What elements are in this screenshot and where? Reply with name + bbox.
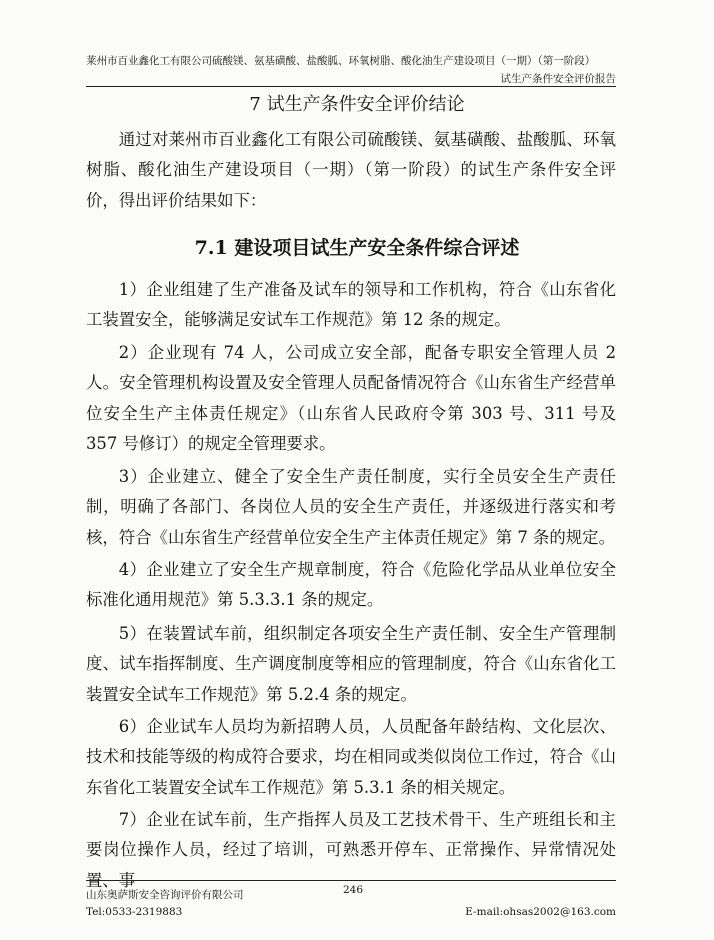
item-4: 4）企业建立了安全生产规章制度，符合《危险化学品从业单位安全标准化通用规范》第 5.3.3.1 条的规定。	[86, 560, 616, 610]
footer-company: 山东奥萨斯安全咨询评价有限公司	[86, 889, 244, 901]
page-number: 246	[343, 884, 364, 896]
header-project-title: 莱州市百业鑫化工有限公司硫酸镁、氨基磺酸、盐酸胍、环氧树脂、酸化油生产建设项目（一期）（第一阶段）	[86, 55, 596, 67]
footer-email: E-mail:ohsas2002@163.com	[465, 906, 616, 918]
chapter-title: 7 试生产条件安全评价结论	[249, 94, 465, 115]
section-title: 7.1 建设项目试生产安全条件综合评述	[194, 237, 520, 259]
item-7: 7）企业在试车前，生产指挥人员及工艺技术骨干、生产班组长和主要岗位操作人员，经过了培训，可熟悉开停车、正常操作、异常情况处置、事	[86, 810, 616, 890]
item-6: 6）企业试车人员均为新招聘人员，人员配备年龄结构、文化层次、技术和技能等级的构成符合要求，均在相同或类似岗位工作过，符合《山东省化工装置安全试车工作规范》第 5.3.1 条的相关规定。	[86, 717, 616, 797]
item-3: 3）企业建立、健全了安全生产责任制度，实行全员安全生产责任制，明确了各部门、各岗位人员的安全生产责任，并逐级进行落实和考核，符合《山东省生产经营单位安全生产主体责任规定》第 7 条的规定。	[86, 467, 616, 547]
footer-rule	[86, 880, 616, 881]
header-report-title: 试生产条件安全评价报告	[500, 73, 616, 85]
item-1: 1）企业组建了生产准备及试车的领导和工作机构，符合《山东省化工装置安全，能够满足安试车工作规范》第 12 条的规定。	[86, 280, 616, 330]
header-rule	[86, 86, 616, 87]
intro-paragraph: 通过对莱州市百业鑫化工有限公司硫酸镁、氨基磺酸、盐酸胍、环氧树脂、酸化油生产建设项目（一期）（第一阶段）的试生产条件安全评价，得出评价结果如下：	[86, 130, 616, 210]
footer-tel: Tel:0533-2319883	[86, 906, 183, 918]
item-2: 2）企业现有 74 人，公司成立安全部，配备专职安全管理人员 2 人。安全管理机构设置及安全管理人员配备情况符合《山东省生产经营单位安全生产主体责任规定》（山东省人民政府令第 303 号、311 号及 357 号修订）的规定全管理要求。	[86, 343, 616, 453]
item-5: 5）在装置试车前，组织制定各项安全生产责任制、安全生产管理制度、试车指挥制度、生产调度制度等相应的管理制度，符合《山东省化工装置安全试车工作规范》第 5.2.4 条的规定。	[86, 624, 616, 704]
